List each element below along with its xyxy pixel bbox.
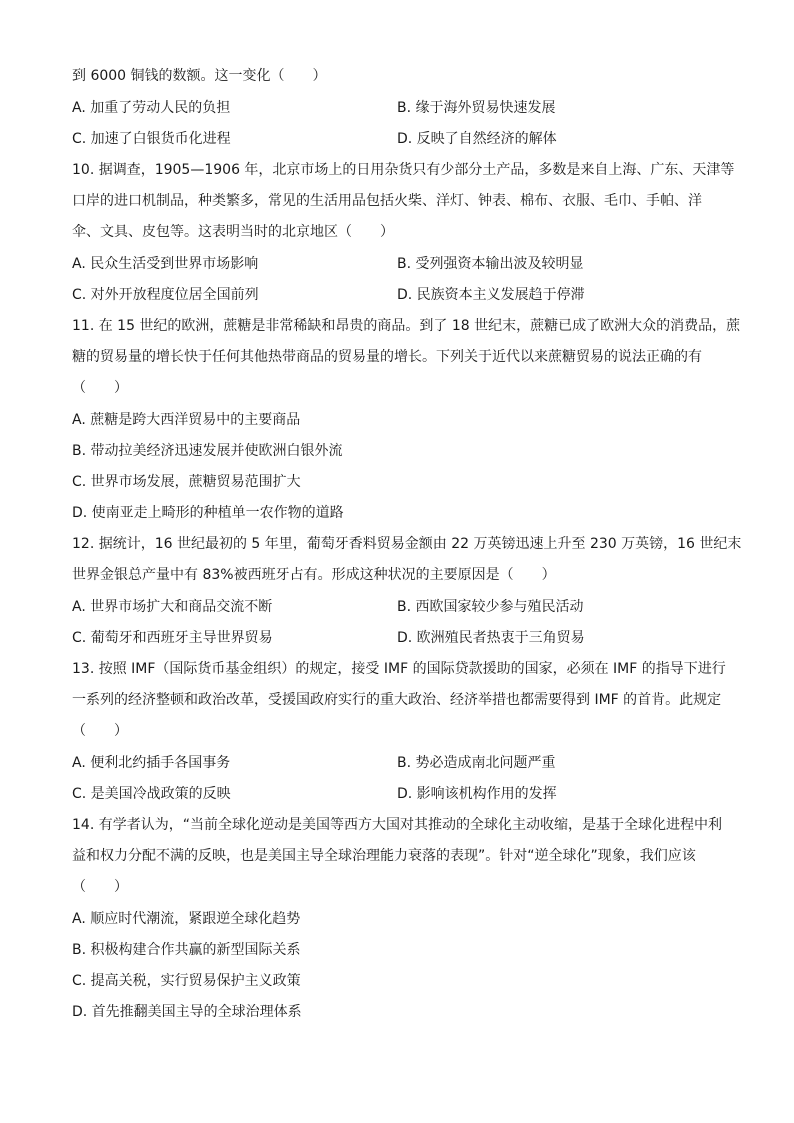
q13-option-b: B. 势必造成南北问题严重 [397, 755, 556, 771]
q12-stem-line: 12. 据统计，16 世纪最初的 5 年里，葡萄牙香料贸易金额由 22 万英镑迅速上升至 230 万英镑，16 世纪末 [72, 536, 742, 552]
q10-stem-line: 口岸的进口机制品，种类繁多，常见的生活用品包括火柴、洋灯、钟表、棉布、衣服、毛巾、手帕、洋 [72, 193, 702, 209]
q14-option-d: D. 首先推翻美国主导的全球治理体系 [72, 1004, 302, 1020]
q14-option-a: A. 顺应时代潮流，紧跟逆全球化趋势 [72, 911, 301, 927]
q14-option-b: B. 积极构建合作共赢的新型国际关系 [72, 942, 301, 958]
q13-option-d: D. 影响该机构作用的发挥 [397, 786, 557, 802]
q11-stem-line: 糖的贸易量的增长快于任何其他热带商品的贸易量的增长。下列关于近代以来蔗糖贸易的说法正确的有 [72, 349, 702, 365]
q14-option-c: C. 提高关税，实行贸易保护主义政策 [72, 973, 301, 989]
q10-option-c: C. 对外开放程度位居全国前列 [72, 287, 259, 303]
q9-stem-tail: 到 6000 铜钱的数额。这一变化（ ） [72, 68, 327, 84]
q9-option-c: C. 加速了白银货币化进程 [72, 131, 231, 147]
q12-option-d: D. 欧洲殖民者热衷于三角贸易 [397, 630, 585, 646]
q10-stem-line: 10. 据调查，1905—1906 年，北京市场上的日用杂货只有少部分土产品，多数是来自上海、广东、天津等 [72, 162, 735, 178]
q13-stem-line: 一系列的经济整顿和政治改革，受援国政府实行的重大政治、经济举措也都需要得到 IMF 的首肯。此规定 [72, 692, 722, 708]
q13-stem-line: 13. 按照 IMF（国际货币基金组织）的规定，接受 IMF 的国际贷款援助的国家，必须在 IMF 的指导下进行 [72, 661, 726, 677]
q14-stem-line: 益和权力分配不满的反映，也是美国主导全球治理能力衰落的表现”。针对“逆全球化”现象，我们应该 [72, 848, 696, 864]
q11-stem-line: 11. 在 15 世纪的欧洲，蔗糖是非常稀缺和昂贵的商品。到了 18 世纪末，蔗糖已成了欧洲大众的消费品，蔗 [72, 318, 741, 334]
q13-option-a: A. 便利北约插手各国事务 [72, 755, 231, 771]
q13-option-c: C. 是美国冷战政策的反映 [72, 786, 231, 802]
q14-stem-line: （ ） [72, 879, 128, 895]
q12-option-b: B. 西欧国家较少参与殖民活动 [397, 599, 584, 615]
q11-option-d: D. 使南亚走上畸形的种植单一农作物的道路 [72, 505, 344, 521]
q11-option-b: B. 带动拉美经济迅速发展并使欧洲白银外流 [72, 443, 343, 459]
q9-option-b: B. 缘于海外贸易快速发展 [397, 100, 556, 116]
q9-option-a: A. 加重了劳动人民的负担 [72, 100, 231, 116]
q14-stem-line: 14. 有学者认为，“当前全球化逆动是美国等西方大国对其推动的全球化主动收缩，是基于全球化进程中利 [72, 817, 722, 833]
q10-stem-line: 伞、文具、皮包等。这表明当时的北京地区（ ） [72, 224, 394, 240]
q12-option-c: C. 葡萄牙和西班牙主导世界贸易 [72, 630, 273, 646]
q11-stem-line: （ ） [72, 380, 128, 396]
q10-option-b: B. 受列强资本输出波及较明显 [397, 256, 584, 272]
q10-option-a: A. 民众生活受到世界市场影响 [72, 256, 259, 272]
q11-option-a: A. 蔗糖是跨大西洋贸易中的主要商品 [72, 412, 301, 428]
q12-option-a: A. 世界市场扩大和商品交流不断 [72, 599, 273, 615]
q12-stem-line: 世界金银总产量中有 83%被西班牙占有。形成这种状况的主要原因是（ ） [72, 567, 556, 583]
q9-option-d: D. 反映了自然经济的解体 [397, 131, 557, 147]
q11-option-c: C. 世界市场发展，蔗糖贸易范围扩大 [72, 474, 301, 490]
q10-option-d: D. 民族资本主义发展趋于停滞 [397, 287, 585, 303]
q13-stem-line: （ ） [72, 723, 128, 739]
